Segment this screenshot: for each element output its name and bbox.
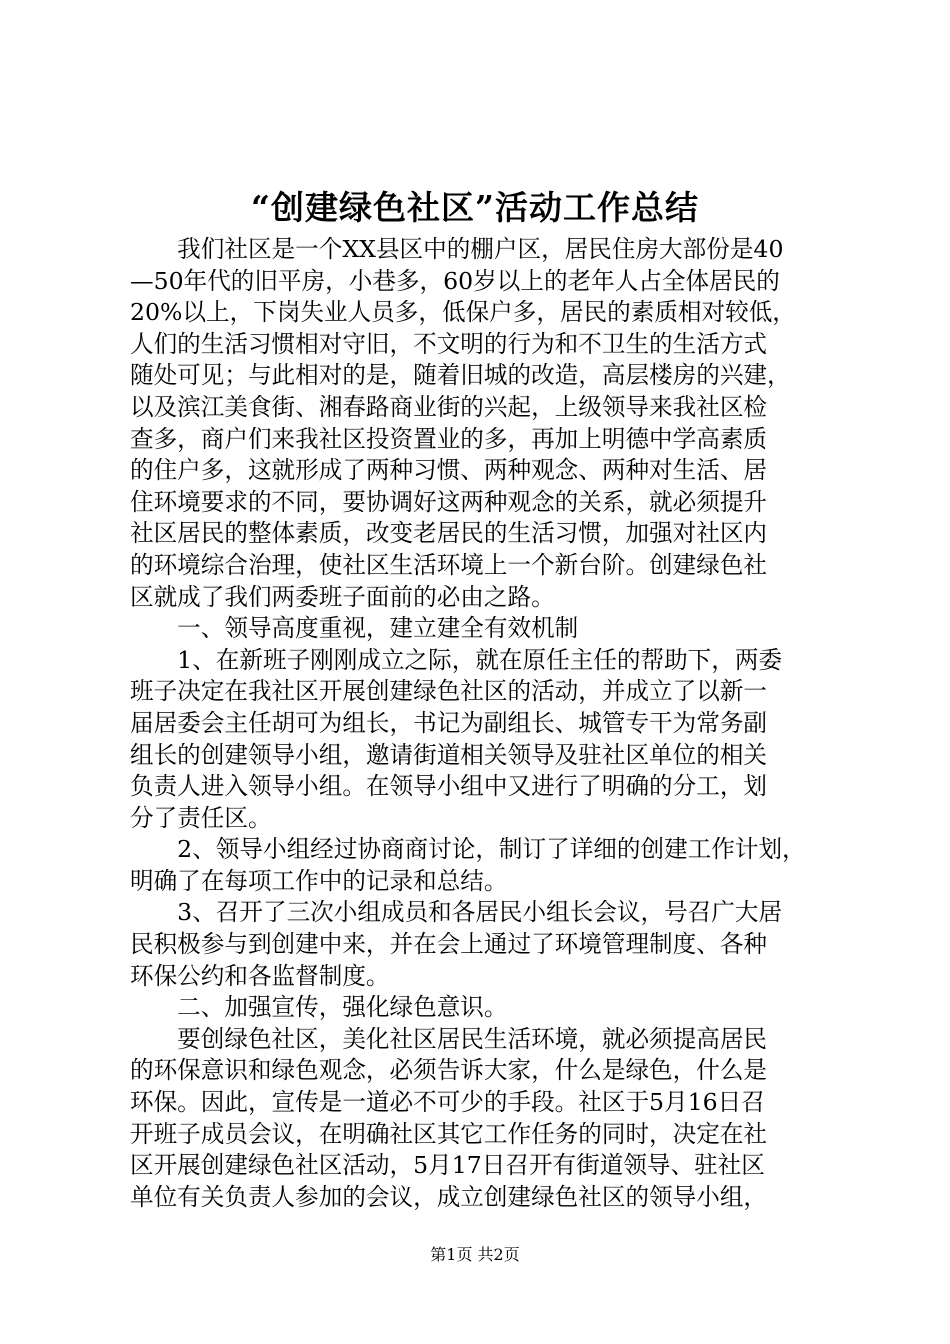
section-heading: 二、加强宣传，强化绿色意识。 [130,993,508,1022]
body-line: 1、在新班子刚刚成立之际，就在原任主任的帮助下，两委 [130,645,783,674]
body-line: 环保公约和各监督制度。 [130,961,390,990]
body-line: 的环保意识和绿色观念，必须告诉大家，什么是绿色，什么是 [130,1056,768,1085]
body-line: 查多，商户们来我社区投资置业的多，再加上明德中学高素质 [130,424,768,453]
body-line: 开班子成员会议，在明确社区其它工作任务的同时，决定在社 [130,1119,768,1148]
body-line: 以及滨江美食街、湘春路商业街的兴起，上级领导来我社区检 [130,392,768,421]
body-line: 民积极参与到创建中来，并在会上通过了环境管理制度、各种 [130,930,768,959]
body-line: 随处可见；与此相对的是，随着旧城的改造，高层楼房的兴建， [130,361,791,390]
page-number-footer: 第1页 共2页 [430,1245,520,1264]
body-line: 我们社区是一个XX县区中的棚户区，居民住房大部份是40 [130,235,784,263]
body-line: 要创绿色社区，美化社区居民生活环境，就必须提高居民 [130,1024,768,1053]
body-line: 环保。因此，宣传是一道必不可少的手段。社区于5月16日召 [130,1088,765,1117]
body-line: 20%以上，下岗失业人员多，低保户多，居民的素质相对较低， [130,298,796,327]
section-heading: 一、领导高度重视，建立建全有效机制 [130,614,579,643]
body-line: 区开展创建绿色社区活动，5月17日召开有街道领导、驻社区 [130,1151,765,1180]
body-line: 的环境综合治理，使社区生活环境上一个新台阶。创建绿色社 [130,550,768,579]
document-body [130,234,832,1213]
body-line: 负责人进入领导小组。在领导小组中又进行了明确的分工，划 [130,772,768,801]
body-line: 单位有关负责人参加的会议，成立创建绿色社区的领导小组， [130,1182,768,1211]
body-line: 人们的生活习惯相对守旧，不文明的行为和不卫生的生活方式 [130,329,768,358]
body-line: 班子决定在我社区开展创建绿色社区的活动，并成立了以新一 [130,677,768,706]
body-line: 组长的创建领导小组，邀请街道相关领导及驻社区单位的相关 [130,740,768,769]
body-line: 区就成了我们两委班子面前的必由之路。 [130,582,555,611]
body-line: 2、领导小组经过协商商讨论，制订了详细的创建工作计划， [130,835,806,864]
document-title: “创建绿色社区”活动工作总结 [251,188,699,227]
body-line: 住环境要求的不同，要协调好这两种观念的关系，就必须提升 [130,487,768,516]
body-line: 的住户多，这就形成了两种习惯、两种观念、两种对生活、居 [130,456,768,485]
body-line: 社区居民的整体素质，改变老居民的生活习惯，加强对社区内 [130,519,768,548]
body-line: —50年代的旧平房，小巷多，60岁以上的老年人占全体居民的 [130,266,780,295]
body-line: 3、召开了三次小组成员和各居民小组长会议，号召广大居 [130,898,783,927]
body-line: 明确了在每项工作中的记录和总结。 [130,866,508,895]
body-line: 分了责任区。 [130,803,272,832]
body-line: 届居委会主任胡可为组长，书记为副组长、城管专干为常务副 [130,708,768,737]
